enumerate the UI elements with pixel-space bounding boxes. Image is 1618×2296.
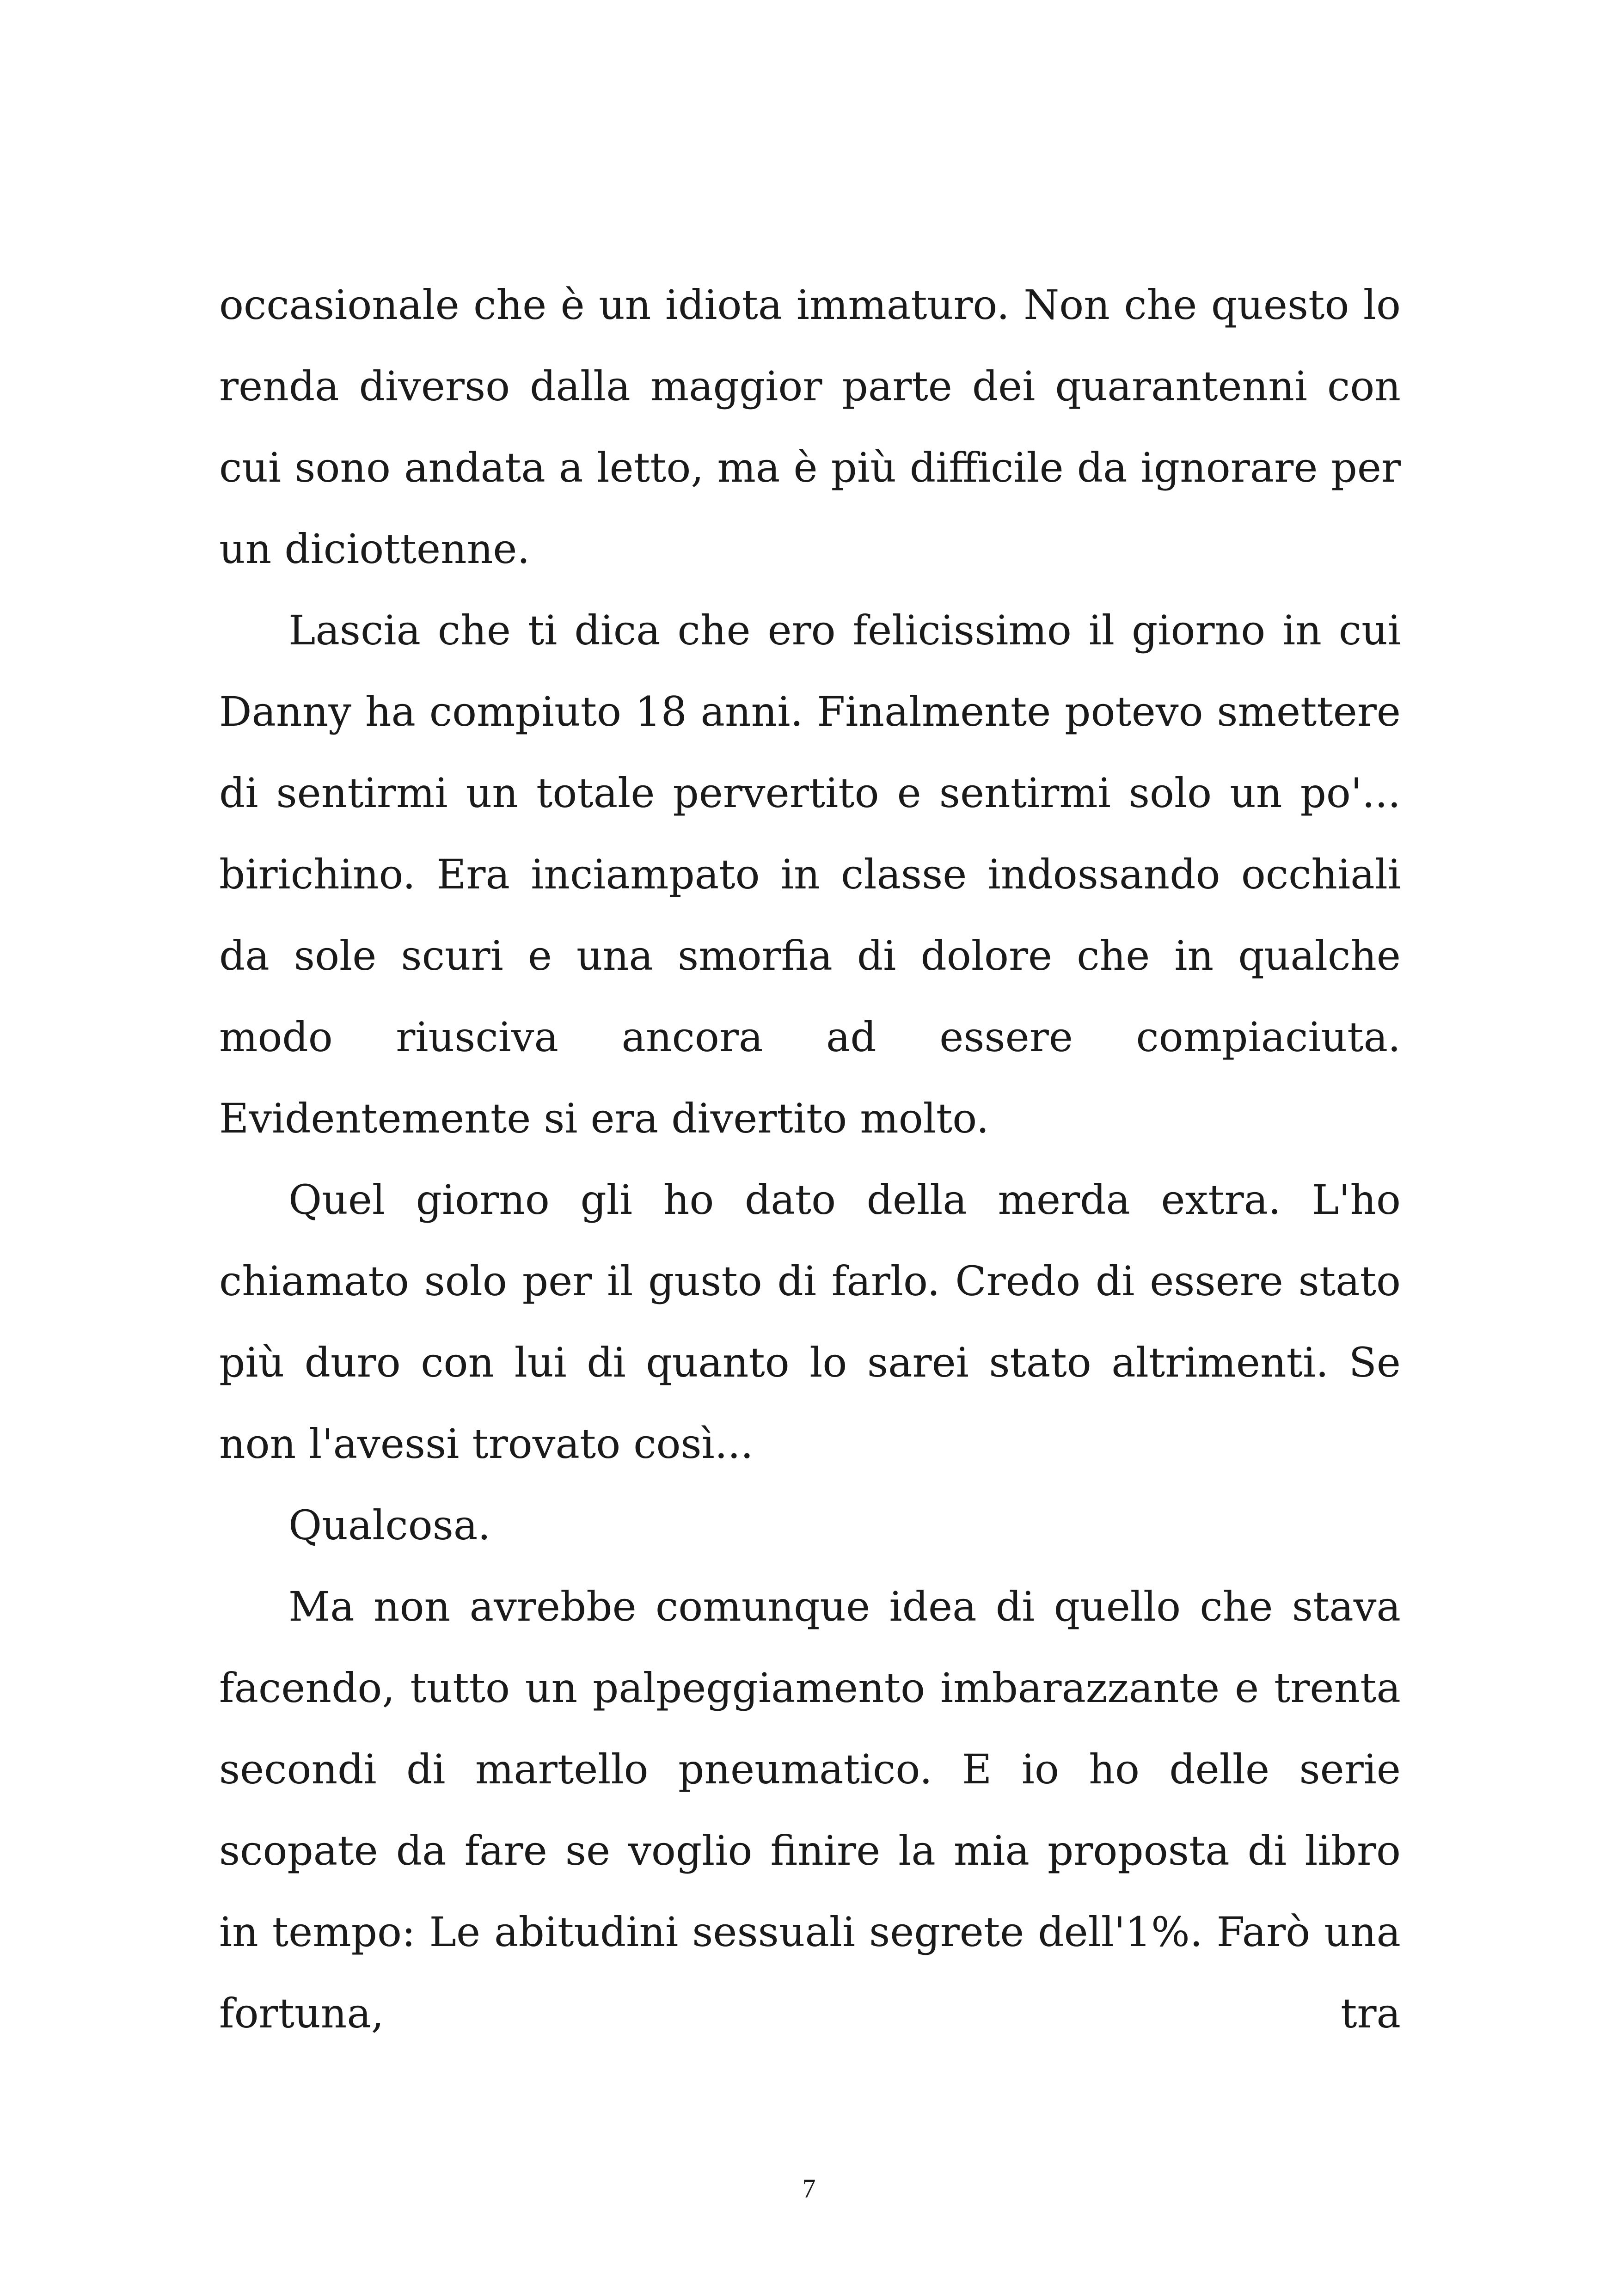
paragraph: Quel giorno gli ho dato della merda extra. L'ho chiamato solo per il gusto di farlo. Credo di essere stato più duro con lui di quanto lo sarei stato altrimenti. Se non l'avessi trovato così...	[219, 1176, 1401, 1468]
paragraph: Lascia che ti dica che ero felicissimo il giorno in cui Danny ha compiuto 18 anni. Finalmente potevo smettere di sentirmi un totale pervertito e sentirmi solo un po'... birichino. Era inciampato in classe indossando occhiali da sole scuri e una smorfia di dolore che in qualche modo riusciva ancora ad essere compiaciuta. Evidentemente si era divertito molto.	[219, 606, 1401, 1142]
body-text	[219, 264, 1401, 2054]
paragraph: Qualcosa.	[288, 1501, 491, 1549]
paragraph-continuation: occasionale che è un idiota immaturo. Non che questo lo renda diverso dalla maggior parte dei quarantenni con cui sono andata a letto, ma è più difficile da ignorare per un diciottenne.	[219, 281, 1401, 573]
page-number: 7	[802, 2174, 816, 2204]
paragraph-continues-next-page: Ma non avrebbe comunque idea di quello che stava facendo, tutto un palpeggiamento imbarazzante e trenta secondi di martello pneumatico. E io ho delle serie scopate da fare se voglio finire la mia proposta di libro in tempo: Le abitudini sessuali segrete dell'1%. Farò una fortuna, tra	[219, 1583, 1401, 2037]
